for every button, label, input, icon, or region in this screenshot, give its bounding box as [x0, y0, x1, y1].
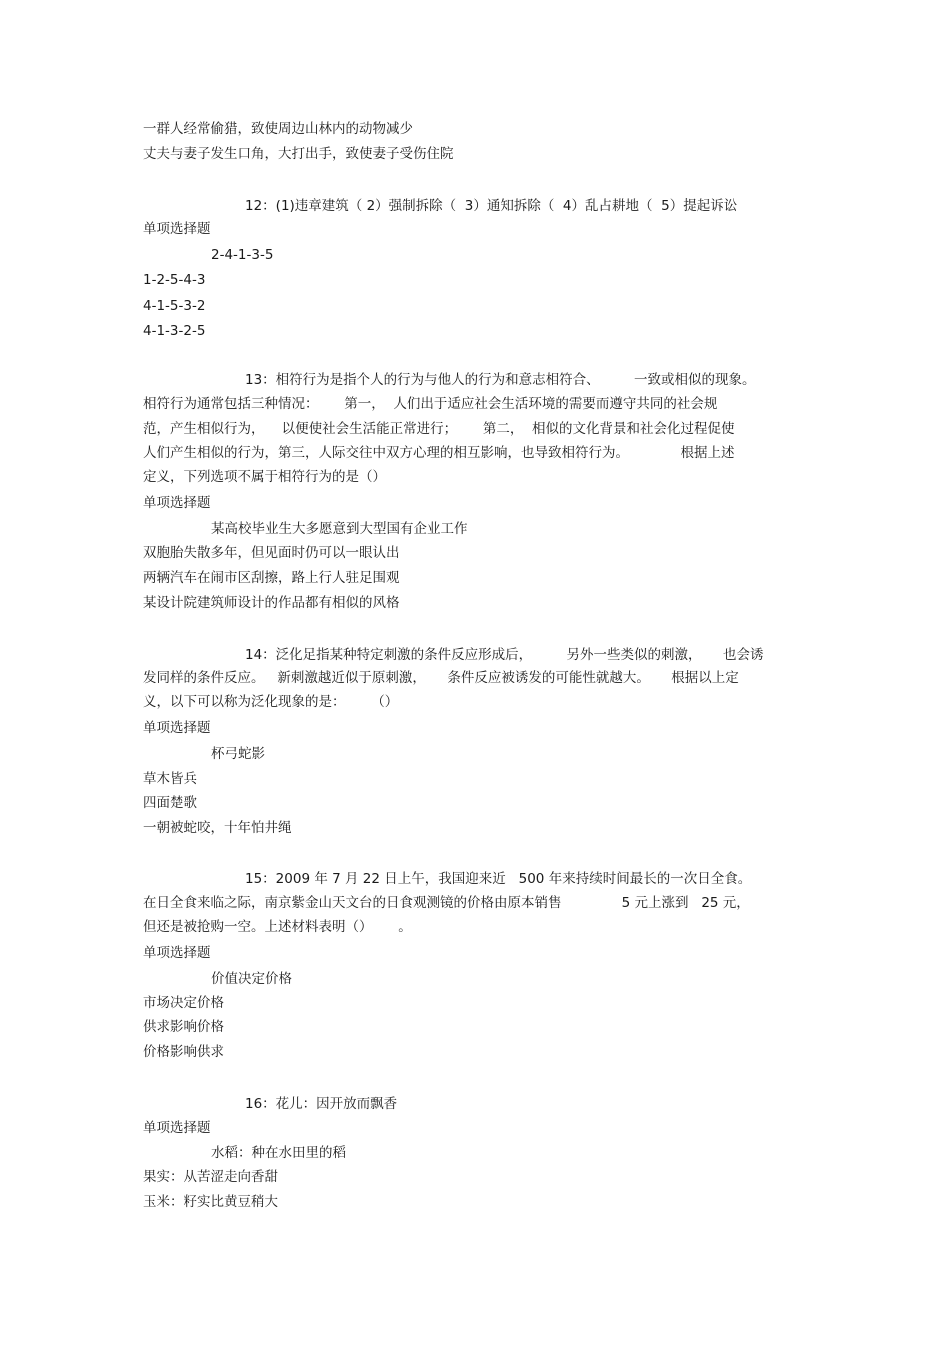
q14-option-c: 四面楚歌	[143, 795, 197, 811]
q12-option-a: 2-4-1-3-5	[211, 247, 274, 263]
q14-stem-line-2: 发同样的条件反应。 新刺激越近似于原刺激， 条件反应被诱发的可能性就越大。 根据以上定	[143, 670, 739, 686]
q15-stem-line-3: 但还是被抢购一空。上述材料表明（） 。	[143, 919, 412, 935]
q13-stem-line-5: 定义，下列选项不属于相符行为的是（）	[143, 469, 386, 485]
q13-stem-line-4: 人们产生相似的行为，第三，人际交往中双方心理的相互影响，也导致相符行为。 根据上述	[143, 445, 735, 461]
q15-stem-line-2: 在日全食来临之际，南京紫金山天文台的日食观测镜的价格由原本销售 5 元上涨到 25 元，	[143, 895, 750, 911]
q12-option-b: 1-2-5-4-3	[143, 272, 206, 288]
q14-option-a: 杯弓蛇影	[211, 746, 265, 762]
q15-option-c: 供求影响价格	[143, 1019, 224, 1035]
q13-option-c: 两辆汽车在闹市区刮擦，路上行人驻足围观	[143, 570, 400, 586]
q13-type: 单项选择题	[143, 495, 211, 511]
q12-option-c: 4-1-5-3-2	[143, 298, 206, 314]
q16-stem: 16：花儿：因开放而飘香	[245, 1096, 398, 1112]
q16-option-b: 果实：从苦涩走向香甜	[143, 1169, 278, 1185]
prev-option-c: 一群人经常偷猎，致使周边山林内的动物减少	[143, 121, 413, 137]
q13-stem-line-1: 13：相符行为是指个人的行为与他人的行为和意志相符合、 一致或相似的现象。	[245, 372, 756, 388]
q14-stem-line-1: 14：泛化足指某种特定刺激的条件反应形成后， 另外一些类似的刺激， 也会诱	[245, 647, 764, 663]
q16-type: 单项选择题	[143, 1120, 211, 1136]
q15-stem-line-1: 15：2009 年 7 月 22 日上午，我国迎来近 500 年来持续时间最长的一次日全食。	[245, 871, 752, 887]
q12-stem: 12：(1)违章建筑（ 2）强制拆除（ 3）通知拆除（ 4）乱占耕地（ 5）提起诉讼	[245, 198, 738, 214]
q15-option-a: 价值决定价格	[211, 971, 292, 987]
q14-stem-line-3: 义，以下可以称为泛化现象的是： （）	[143, 694, 399, 710]
q13-option-a: 某高校毕业生大多愿意到大型国有企业工作	[211, 521, 468, 537]
q14-option-d: 一朝被蛇咬，十年怕井绳	[143, 820, 292, 836]
q13-stem-line-2: 相符行为通常包括三种情况： 第一， 人们出于适应社会生活环境的需要而遵守共同的社会规	[143, 396, 718, 412]
q13-option-d: 某设计院建筑师设计的作品都有相似的风格	[143, 595, 400, 611]
q12-type: 单项选择题	[143, 221, 211, 237]
q16-option-a: 水稻：种在水田里的稻	[211, 1145, 346, 1161]
q15-option-b: 市场决定价格	[143, 995, 224, 1011]
q13-option-b: 双胞胎失散多年，但见面时仍可以一眼认出	[143, 545, 400, 561]
q15-option-d: 价格影响供求	[143, 1044, 224, 1060]
q14-type: 单项选择题	[143, 720, 211, 736]
q14-option-b: 草木皆兵	[143, 771, 197, 787]
q13-stem-line-3: 范，产生相似行为， 以便使社会生活能正常进行； 第二， 相似的文化背景和社会化过程促使	[143, 421, 735, 437]
prev-option-d: 丈夫与妻子发生口角，大打出手，致使妻子受伤住院	[143, 146, 454, 162]
q15-type: 单项选择题	[143, 945, 211, 961]
q16-option-c: 玉米：籽实比黄豆稍大	[143, 1194, 278, 1210]
q12-option-d: 4-1-3-2-5	[143, 323, 206, 339]
